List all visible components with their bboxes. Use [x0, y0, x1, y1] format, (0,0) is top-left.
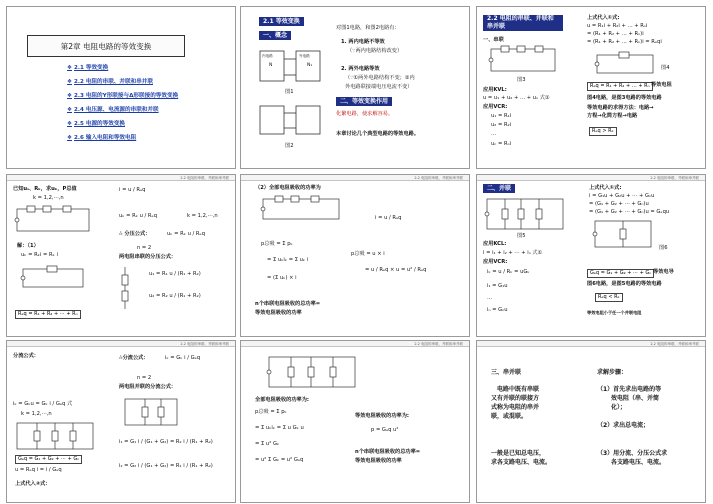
- vcr-dots: …: [491, 131, 497, 137]
- substitute-label: 上式代入①式:: [589, 185, 622, 191]
- conclusion-b: 等效电阻吸收的功率: [355, 458, 402, 464]
- substitute-label: 上式代入②式：: [15, 481, 51, 487]
- slide-header: 2.2 电阻的串联、并联和串并联: [241, 175, 469, 181]
- req-sum: Rₑq = R₁ + R₂ + ⋯ + Rₙ: [15, 310, 81, 319]
- parallel-circuit: [267, 355, 357, 389]
- geq-label: 等效电导: [653, 269, 674, 275]
- slide-2-equivalent: [240, 6, 470, 169]
- point-2-reason-b: 外电路联接端电压电流不变）: [345, 84, 413, 90]
- equivalent-power-formula: p = Gₑq u²: [371, 427, 399, 433]
- figure-3-circuit: [489, 45, 557, 75]
- slide-header: 2.2 电阻的串联、并联和串并联: [477, 175, 705, 181]
- i1-formula: i₁ = G₁u: [487, 283, 508, 289]
- vcr-label: 应用VCR:: [483, 104, 508, 110]
- desc-line-6: 求各支路电压、电流。: [491, 459, 552, 466]
- conclusion-b: 等效电阻吸收的功率: [255, 310, 302, 316]
- toc-item-4[interactable]: ❖ 2.4 电压源、电流源的串联和并联: [67, 107, 159, 113]
- series-circuit: [15, 205, 91, 235]
- toc-item-6[interactable]: ❖ 2.6 输入电阻和等效电阻: [67, 135, 137, 141]
- p-line-2: = Σ u² Gₖ: [255, 441, 280, 447]
- note-method-a: 等效电路的求得方法：电路→: [587, 105, 654, 111]
- slide-5-series-power: [240, 174, 470, 337]
- intro-text: 对图1电路，和图2电路有：: [336, 25, 400, 31]
- slide-1-title: [6, 6, 236, 169]
- parallel-circuit: [15, 421, 95, 451]
- step-3-line-b: 各支路电压、电流。: [611, 459, 666, 466]
- effect-badge: 二、等效变换作用: [336, 97, 392, 106]
- chapter-title: 第2章 电阻电路的等效变换: [27, 35, 185, 57]
- figure-4-circuit: [595, 51, 655, 77]
- toc-item-2[interactable]: ❖ 2.2 电阻的串联、并联和串并联: [67, 79, 153, 85]
- slide-4-voltage-divider: [6, 174, 236, 337]
- u2-divider: u₂ = R₂ u / (R₁ + R₂): [149, 293, 201, 299]
- power-heading: 全部电阻吸收的功率为:: [255, 397, 309, 403]
- slide-3-series: [476, 6, 706, 169]
- desc-line-5: 一般是已知总电压，: [491, 450, 546, 457]
- two-parallel-label: 两电阻并联的分流公式：: [119, 384, 177, 390]
- equivalent-power-label: 等效电阻吸收的功率为:: [355, 413, 409, 419]
- toc-item-1[interactable]: ❖ 2.1 等效变换: [67, 65, 109, 71]
- uk-ratio: uₖ = Rₖ u / Rₑq: [119, 213, 157, 219]
- k-range-2: k = 1,2,⋯,n: [187, 213, 218, 219]
- figure-5-circuit: [485, 197, 565, 231]
- kcl-equation: i = i₁ + i₂ + ⋯ + iₙ 式①: [483, 250, 543, 256]
- desc-line-2: 又有并联的联接方: [491, 395, 540, 402]
- ik-formula: iₖ = u / Rₖ = uGₖ: [487, 269, 530, 275]
- point-2-reason-a: （∵①两外电路结构不变；②内: [345, 75, 415, 81]
- step-1-line-b: 效电阻（串、并简: [611, 395, 660, 402]
- conclusion-a: n个串联电阻吸收的总功率=: [355, 449, 421, 455]
- divider-formula: uₖ = Rₖ u / Rₑq: [167, 231, 205, 237]
- substitute-label: 上式代入①式:: [587, 15, 620, 21]
- slide-header: 2.2 电阻的串联、并联和串并联: [7, 175, 235, 181]
- chapter-summary: 本章讨论几个典型电路的等效电路。: [336, 131, 420, 137]
- section-badge-2-2: 2.2 电阻的串联、并联和串并联: [483, 15, 563, 31]
- conclusion-label: ∴分流公式：: [119, 355, 149, 361]
- n-equals-2: n = 2: [137, 375, 152, 381]
- point-2: 2. 两外电路等效: [341, 66, 380, 72]
- vcr-label: 应用VCR:: [483, 259, 508, 265]
- slide-7-current-divider: [6, 340, 236, 503]
- two-resistor-circuit: [119, 265, 143, 311]
- kcl-label: 应用KCL:: [483, 241, 507, 247]
- p-result: = (Σ uₖ) × i: [267, 275, 297, 281]
- steps-heading: 求解步骤：: [597, 369, 628, 376]
- note-method-b: 方程→化简方程→电路: [587, 113, 638, 119]
- given-text: 已知uₛ、Rₖ，求uₖ，P总值: [13, 186, 77, 192]
- i2-divider: i₂ = G₂ i / (G₁ + G₂) = R₁ i / (R₁ + R₂): [119, 463, 213, 469]
- divider-title: 分流公式：: [13, 353, 39, 359]
- in-formula: iₙ = Gₙu: [487, 307, 508, 313]
- fig2-caption: 图2: [285, 143, 294, 149]
- slide-header: 2.2 电阻的串联、并联和串并联: [477, 341, 705, 347]
- desc-line-1: 电路中既有串联: [497, 386, 540, 393]
- kvl-label: 应用KVL:: [483, 87, 507, 93]
- req-inequality: Rₑq < Rₖ: [595, 293, 623, 302]
- slide-header: 2.2 电阻的串联、并联和串并联: [7, 341, 235, 347]
- section-badge-2-1: 2.1 等效变换: [259, 17, 304, 26]
- solution-label: 解：（1）: [17, 243, 39, 249]
- dots: …: [487, 295, 493, 301]
- uk-formula: uₖ = Rₖi = Rₖ i: [21, 252, 58, 258]
- sum-line-2: = (G₁ + G₂ + ⋯ + Gₙ)u: [589, 201, 649, 207]
- toc-item-3[interactable]: ❖ 2.3 电阻的Y形联接与Δ形联接的等效变换: [67, 93, 179, 99]
- p-line-3: = u² Σ Gₖ = u² Gₑq: [255, 457, 304, 463]
- note-equivalent: 图6电路，是图5电路的等效电路: [587, 281, 662, 287]
- vcr-u1: u₁ = R₁i: [491, 113, 512, 119]
- toc-item-5[interactable]: ❖ 2.5 电源的等效变换: [67, 121, 126, 127]
- u-formula: u = Rₑq i = i / Gₑq: [15, 467, 62, 473]
- slide-6-parallel: [476, 174, 706, 337]
- two-resistor-label: 两电阻串联的分压公式：: [119, 254, 177, 260]
- slide-9-series-parallel: [476, 340, 706, 503]
- k-range: k = 1,2,⋯,n: [33, 195, 64, 201]
- n-equals-2: n = 2: [137, 245, 152, 251]
- step-1-line-a: （1）首先求出电路的等: [597, 386, 662, 393]
- p-total: p总吸 = Σ pₖ: [261, 241, 293, 247]
- req-inequality: Rₑq > Rₖ: [589, 127, 617, 136]
- divider-label: ∴ 分压公式：: [119, 231, 151, 237]
- sum-line-1: i = G₁u + G₂u + ⋯ + Gₙu: [589, 193, 655, 199]
- point-1-reason: （∵两内电路结构改变）: [347, 48, 403, 54]
- fig1-outer-label: 外电路: [299, 54, 310, 58]
- mixed-heading: 三、串并联: [491, 369, 522, 376]
- sum-line-1: u = R₁i + R₂i + … + Rₙi: [587, 23, 648, 29]
- fig4-caption: 图4: [661, 65, 670, 71]
- point-1: 1. 两内电路不等效: [341, 39, 385, 45]
- fig5-caption: 图5: [517, 233, 526, 239]
- concept-badge: 一、概念: [259, 31, 291, 40]
- step-3-line-a: （3）用分流、分压公式求: [597, 450, 668, 457]
- current-formula: i = u / Rₑq: [375, 215, 402, 221]
- slide-8-parallel-power: [240, 340, 470, 503]
- sum-line-3: = (R₁ + R₂ + … + Rₙ)i = Rₑqi: [587, 39, 662, 45]
- req-label: 等效电阻: [651, 82, 672, 88]
- vcr-u2: u₂ = R₂i: [491, 122, 512, 128]
- slide-header: 2.2 电阻的串联、并联和串并联: [241, 341, 469, 347]
- fig3-caption: 图3: [517, 77, 526, 83]
- sum-line-3: = (G₁ + G₂ + ⋯ + Gₙ)u = Gₑqu: [589, 209, 670, 215]
- req-formula: Rₑq = R₁ + R₂ + … + Rₙ: [587, 82, 653, 91]
- desc-line-4: 联，或混联。: [491, 413, 528, 420]
- vcr-un: uₙ = Rₙi: [491, 141, 512, 147]
- fig1-caption: 图1: [285, 89, 294, 95]
- u1-divider: u₁ = R₁ u / (R₁ + R₂): [149, 271, 201, 277]
- p-sum: = Σ uₖiₖ = Σ uₖ i: [267, 257, 309, 263]
- fig1-N1: N₁: [307, 63, 313, 68]
- sum-line-2: = (R₁ + R₂ + … + Rₙ)i: [587, 31, 644, 37]
- conclusion-a: n个串联电阻吸收的总功率=: [255, 301, 321, 307]
- step-1-line-c: 化）；: [611, 404, 627, 411]
- equivalent-circuit: [21, 265, 85, 291]
- figure-2-circuit: [259, 103, 321, 139]
- geq-formula: Gₑq = G₁ + G₂ + ⋯ + Gₙ: [587, 269, 654, 278]
- p-equivalent: p总吸 = u × i: [351, 251, 385, 257]
- k-range: k = 1,2,⋯,n: [21, 411, 52, 417]
- figure-6-circuit: [593, 219, 653, 249]
- two-parallel-circuit: [123, 397, 179, 427]
- series-heading: 一、串联: [483, 37, 504, 43]
- i1-divider: i₁ = G₁ i / (G₁ + G₂) = R₂ i / (R₁ + R₂): [119, 439, 213, 445]
- step-2: （2）求出总电流；: [597, 422, 650, 429]
- effect-text: 化繁电路，使求解容易。: [336, 111, 394, 117]
- p-final: = u / Rₑq × u = u² / Rₑq: [365, 267, 427, 273]
- series-circuit: [261, 195, 341, 223]
- fig1-N: N: [269, 63, 273, 68]
- current-formula: i = u / Rₑq: [119, 187, 146, 193]
- conclusion-formula: iₖ = Gₖ i / Gₑq: [165, 355, 201, 361]
- power-heading: （2）全部电阻吸收的功率为: [255, 185, 321, 191]
- p-total: p总吸 = Σ pₖ: [255, 409, 287, 415]
- note-equivalent: 图4电路，是图3电路的等效电路: [587, 95, 662, 101]
- ik-divider: iₖ = Gₖu = Gₖ i / Gₑq 式: [13, 401, 73, 407]
- fig1-inner-label: 内电路: [262, 54, 273, 58]
- parallel-heading: 二、并联: [483, 184, 515, 193]
- footnote: 等效电阻小于任一个并联电阻: [587, 310, 642, 315]
- geq-formula: Gₑq = G₁ + G₂ + ⋯ + Gₙ: [15, 455, 82, 464]
- kvl-equation: u = u₁ + u₂ + … + uₙ 式①: [483, 95, 550, 101]
- p-line-1: = Σ uₖiₖ = Σ u Gₖ u: [255, 425, 304, 431]
- desc-line-3: 式称为电阻的串并: [491, 404, 540, 411]
- fig6-caption: 图6: [659, 245, 668, 251]
